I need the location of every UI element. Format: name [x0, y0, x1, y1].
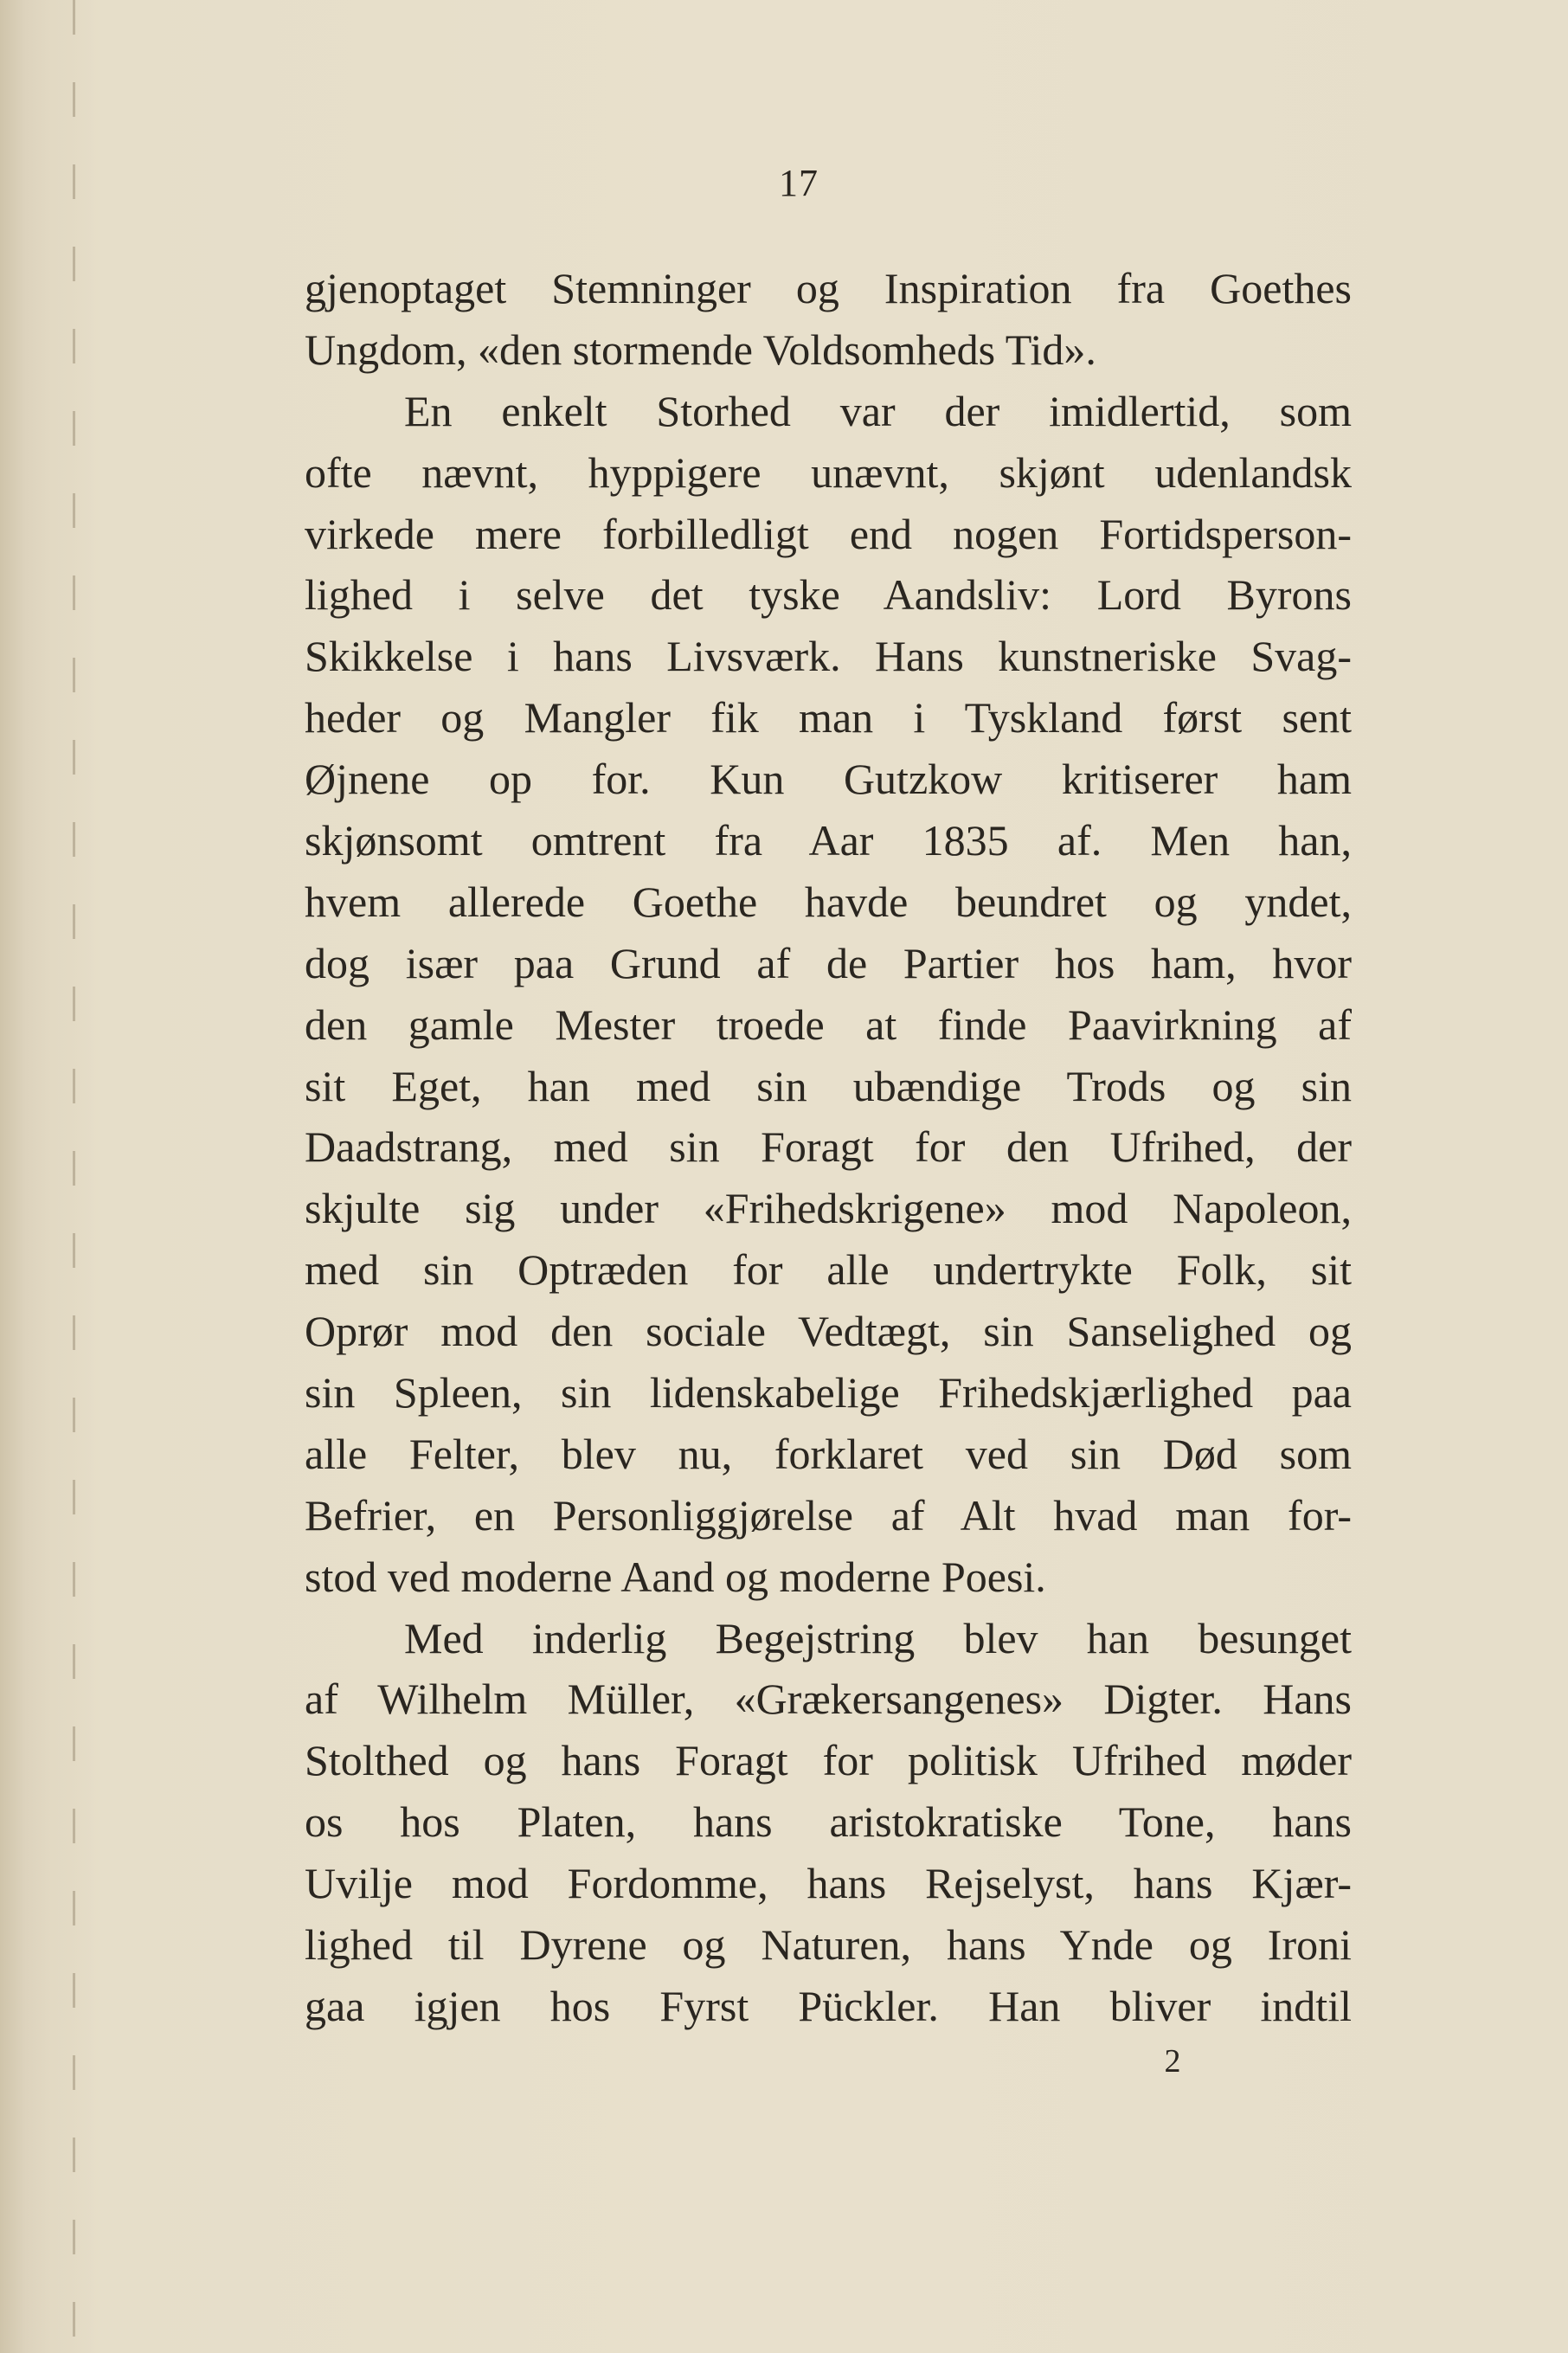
text-line: hvem allerede Goethe havde beundret og yndet, [305, 877, 1352, 926]
text-line: sin Spleen, sin lidenskabelige Frihedskjærlighed paa [305, 1368, 1352, 1418]
text-line: skjulte sig under «Frihedskrigene» mod Napoleon, [305, 1184, 1352, 1233]
text-line: Daadstrang, med sin Foragt for den Ufrihed, der [305, 1122, 1352, 1172]
text-line: stod ved moderne Aand og moderne Poesi. [305, 1552, 1046, 1601]
text-line: alle Felter, blev nu, forklaret ved sin Død som [305, 1429, 1352, 1478]
text-line: heder og Mangler fik man i Tyskland først sent [305, 693, 1352, 743]
text-line: Oprør mod den sociale Vedtægt, sin Sanselighed og [305, 1307, 1352, 1356]
text-line: skjønsomt omtrent fra Aar 1835 af. Men han, [305, 816, 1352, 865]
text-line: Med inderlig Begejstring blev han besunget [404, 1613, 1352, 1662]
text-line: gaa igjen hos Fyrst Pückler. Han bliver indtil [305, 1981, 1352, 2030]
text-line: gjenoptaget Stemninger og Inspiration fra Goethes [305, 264, 1352, 312]
text-line: ofte nævnt, hyppigere unævnt, skjønt udenlandsk [305, 447, 1352, 497]
text-line: af Wilhelm Müller, «Grækersangenes» Digter. Hans [305, 1675, 1352, 1724]
text-line: med sin Optræden for alle undertrykte Folk, sit [305, 1245, 1352, 1295]
signature-mark: 2 [1164, 2043, 1181, 2080]
text-line: lighed til Dyrene og Naturen, hans Ynde og Ironi [305, 1920, 1352, 1970]
binding-edge [0, 0, 95, 2353]
text-line: Ungdom, «den stormende Voldsomheds Tid». [305, 325, 1096, 374]
text-line: Befrier, en Personliggjørelse af Alt hvad man for- [305, 1490, 1352, 1540]
text-line: Stolthed og hans Foragt for politisk Ufrihed møder [305, 1736, 1352, 1785]
text-line: Skikkelse i hans Livsværk. Hans kunstneriske Svag- [305, 632, 1352, 681]
text-line: En enkelt Storhed var der imidlertid, som [404, 386, 1352, 435]
text-line: virkede mere forbilledligt end nogen Fortidsperson- [305, 509, 1352, 558]
body-text [305, 258, 1352, 2037]
text-line: dog især paa Grund af de Partier hos ham, hvor [305, 938, 1352, 987]
page-number: 17 [779, 162, 819, 204]
text-line: Øjnene op for. Kun Gutzkow kritiserer ham [305, 755, 1352, 804]
binding-stitch [73, 0, 75, 2353]
text-line: sit Eget, han med sin ubændige Trods og sin [305, 1061, 1352, 1110]
text-line: lighed i selve det tyske Aandsliv: Lord Byrons [305, 570, 1352, 620]
text-line: os hos Platen, hans aristokratiske Tone, hans [305, 1797, 1352, 1847]
text-line: den gamle Mester troede at finde Paavirkning af [305, 1000, 1352, 1049]
text-line: Uvilje mod Fordomme, hans Rejselyst, hans Kjær- [305, 1859, 1352, 1908]
